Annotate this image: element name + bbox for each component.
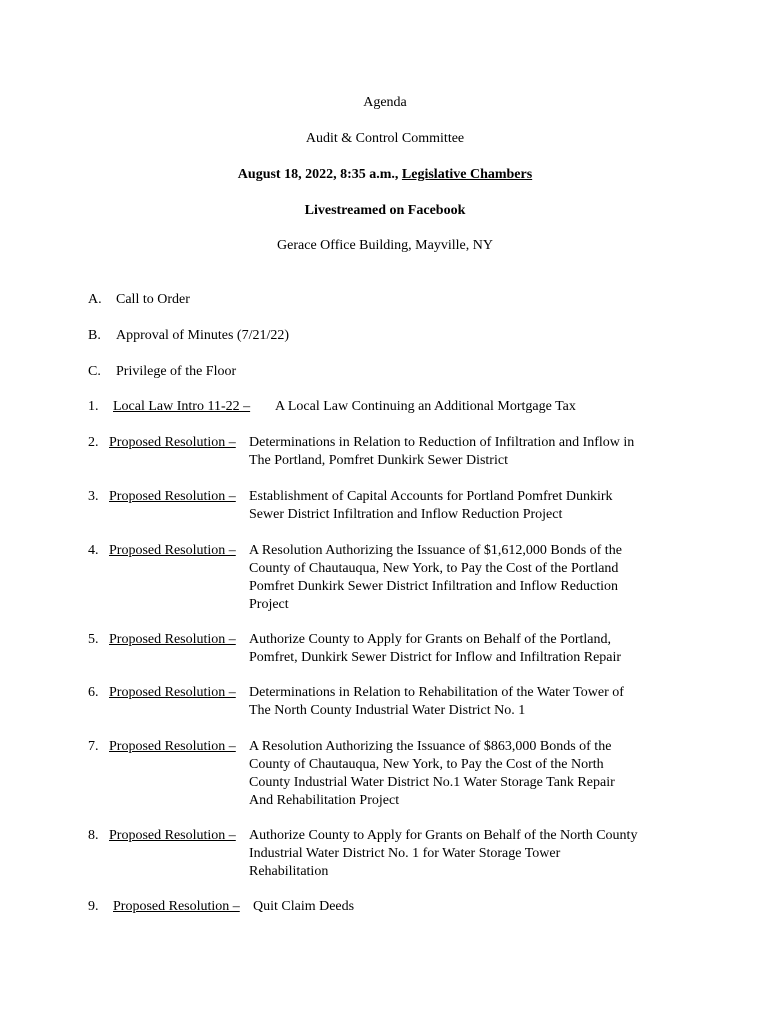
item-marker: 8.	[88, 828, 99, 843]
item-marker: C.	[88, 364, 101, 379]
item-description-line: The Portland, Pomfret Dunkirk Sewer District	[249, 453, 508, 468]
item-description-line: County of Chautauqua, New York, to Pay the Cost of the Portland	[249, 561, 619, 576]
item-description-line: The North County Industrial Water District No. 1	[249, 703, 526, 718]
item-label: Proposed Resolution –	[109, 632, 236, 647]
item-description-line: And Rehabilitation Project	[249, 793, 400, 808]
building-address: Gerace Office Building, Mayville, NY	[277, 238, 493, 253]
item-marker: 2.	[88, 435, 99, 450]
item-marker: 5.	[88, 632, 99, 647]
item-description-line: County of Chautauqua, New York, to Pay the Cost of the North	[249, 757, 604, 772]
item-label: Local Law Intro 11-22 –	[113, 399, 251, 414]
item-description-line: A Local Law Continuing an Additional Mortgage Tax	[275, 399, 576, 414]
item-description-line: Determinations in Relation to Rehabilitation of the Water Tower of	[249, 685, 624, 700]
agenda-heading: Agenda	[363, 95, 407, 110]
committee-name: Audit & Control Committee	[305, 131, 465, 146]
item-description-line: Pomfret, Dunkirk Sewer District for Inflow and Infiltration Repair	[249, 650, 622, 665]
item-description-line: Determinations in Relation to Reduction of Infiltration and Inflow in	[249, 435, 635, 450]
item-description-line: Sewer District Infiltration and Inflow Reduction Project	[249, 507, 563, 522]
item-text: Call to Order	[116, 292, 190, 307]
item-description-line: Pomfret Dunkirk Sewer District Infiltration and Inflow Reduction	[249, 579, 618, 594]
item-marker: 7.	[88, 739, 99, 754]
meeting-location: Legislative Chambers	[401, 167, 533, 182]
item-marker: B.	[88, 328, 101, 343]
item-description-line: A Resolution Authorizing the Issuance of $1,612,000 Bonds of the	[249, 543, 622, 558]
item-text: Privilege of the Floor	[116, 364, 237, 379]
item-label: Proposed Resolution –	[109, 828, 236, 843]
item-marker: 6.	[88, 685, 99, 700]
item-description-line: Rehabilitation	[249, 864, 329, 879]
item-marker: 9.	[88, 899, 99, 914]
item-label: Proposed Resolution –	[109, 435, 236, 450]
meeting-date-time: August 18, 2022, 8:35 a.m.,	[237, 167, 402, 182]
item-marker: 4.	[88, 543, 99, 558]
item-description-line: Authorize County to Apply for Grants on Behalf of the North County	[249, 828, 638, 843]
meeting-date-line	[0, 166, 770, 184]
item-description-line: Industrial Water District No. 1 for Water Storage Tower	[249, 846, 561, 861]
item-description-line: County Industrial Water District No.1 Water Storage Tank Repair	[249, 775, 615, 790]
livestream-note: Livestreamed on Facebook	[304, 203, 466, 218]
item-label: Proposed Resolution –	[109, 489, 236, 504]
item-label: Proposed Resolution –	[113, 899, 240, 914]
item-description-line: Quit Claim Deeds	[253, 899, 355, 914]
item-marker: A.	[88, 292, 102, 307]
item-text: Approval of Minutes (7/21/22)	[116, 328, 290, 343]
item-label: Proposed Resolution –	[109, 685, 236, 700]
item-description-line: Establishment of Capital Accounts for Portland Pomfret Dunkirk	[249, 489, 613, 504]
item-label: Proposed Resolution –	[109, 739, 236, 754]
item-label: Proposed Resolution –	[109, 543, 236, 558]
item-marker: 1.	[88, 399, 99, 414]
item-marker: 3.	[88, 489, 99, 504]
item-description-line: Project	[249, 597, 289, 612]
item-description-line: A Resolution Authorizing the Issuance of $863,000 Bonds of the	[249, 739, 612, 754]
item-description-line: Authorize County to Apply for Grants on Behalf of the Portland,	[249, 632, 611, 647]
